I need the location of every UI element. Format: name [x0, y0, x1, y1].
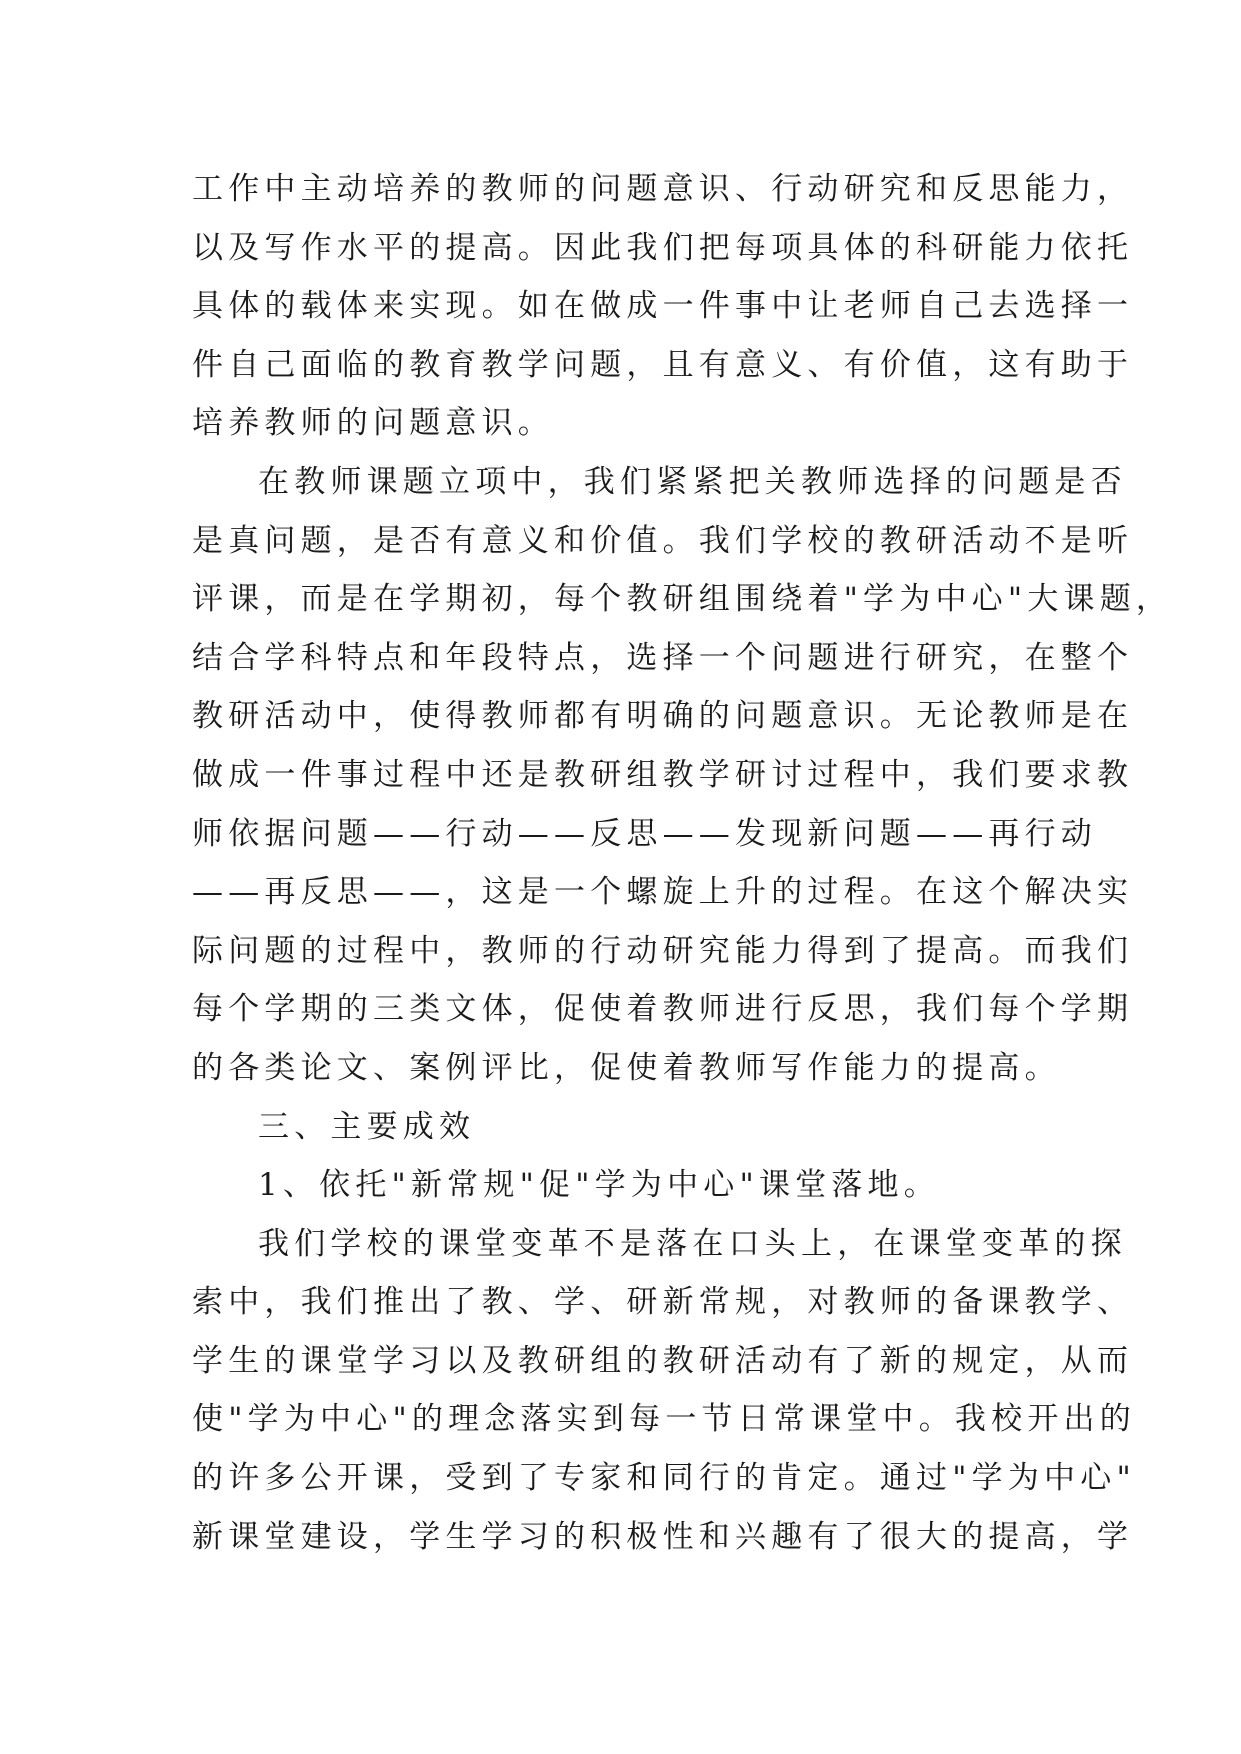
- text-line: 索中，我们推出了教、学、研新常规，对教师的备课教学、: [192, 1284, 1134, 1321]
- text-line: 师依据问题——行动——反思——发现新问题——再行动: [192, 815, 1097, 852]
- paragraph-start-line: 我们学校的课堂变革不是落在口头上，在课堂变革的探: [258, 1225, 1127, 1262]
- text-line: 做成一件事过程中还是教研组教学研讨过程中，我们要求教: [192, 756, 1134, 793]
- text-line: 具体的载体来实现。如在做成一件事中让老师自己去选择一: [192, 288, 1134, 325]
- text-line: 是真问题，是否有意义和价值。我们学校的教研活动不是听: [192, 522, 1134, 559]
- text-line: ——再反思——，这是一个螺旋上升的过程。在这个解决实: [192, 874, 1134, 911]
- text-line: 学生的课堂学习以及教研组的教研活动有了新的规定，从而: [192, 1342, 1134, 1379]
- text-line: 工作中主动培养的教师的问题意识、行动研究和反思能力，: [192, 171, 1134, 207]
- text-line: 际问题的过程中，教师的行动研究能力得到了提高。而我们: [192, 932, 1134, 969]
- section-heading: 三、主要成效: [258, 1108, 476, 1145]
- text-line: 教研活动中，使得教师都有明确的问题意识。无论教师是在: [192, 698, 1134, 735]
- subsection-heading: 1、依托"新常规"促"学为中心"课堂落地。: [258, 1167, 940, 1204]
- text-line: 的许多公开课，受到了专家和同行的肯定。通过"学为中心": [192, 1460, 1136, 1497]
- text-line: 的各类论文、案例评比，促使着教师写作能力的提高。: [192, 1049, 1061, 1086]
- text-line: 件自己面临的教育教学问题，且有意义、有价值，这有助于: [192, 346, 1134, 383]
- text-line: 评课，而是在学期初，每个教研组围绕着"学为中心"大课题，: [192, 581, 1173, 618]
- text-line: 结合学科特点和年段特点，选择一个问题进行研究，在整个: [192, 639, 1134, 676]
- text-line: 新课堂建设，学生学习的积极性和兴趣有了很大的提高，学: [192, 1518, 1134, 1555]
- paragraph-start-line: 在教师课题立项中，我们紧紧把关教师选择的问题是否: [258, 463, 1127, 500]
- body-text: [192, 160, 1173, 1566]
- text-line: 以及写作水平的提高。因此我们把每项具体的科研能力依托: [192, 229, 1134, 266]
- text-line: 每个学期的三类文体，促使着教师进行反思，我们每个学期: [192, 991, 1134, 1028]
- text-line: 使"学为中心"的理念落实到每一节日常课堂中。我校开出的: [192, 1401, 1136, 1438]
- text-line: 培养教师的问题意识。: [192, 405, 554, 442]
